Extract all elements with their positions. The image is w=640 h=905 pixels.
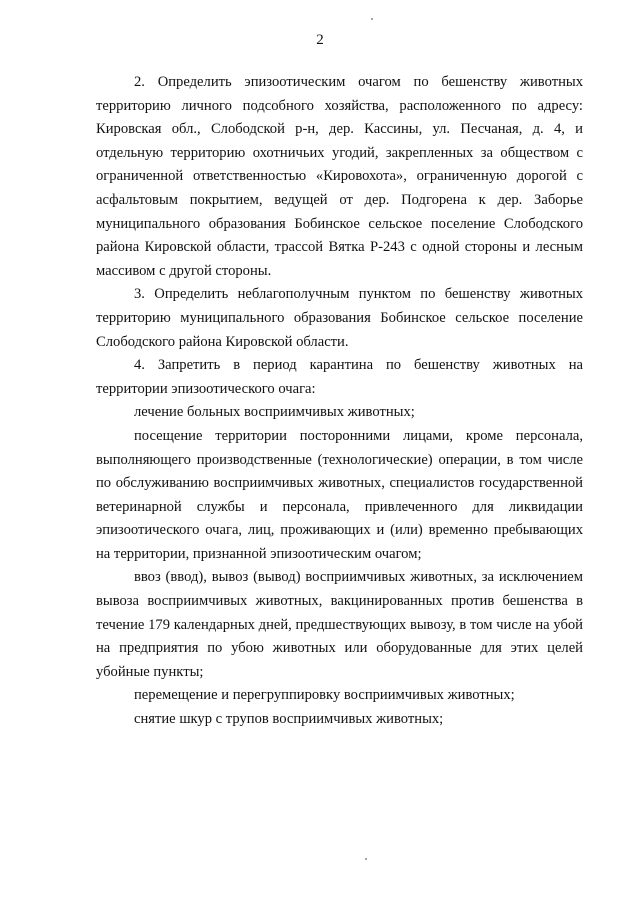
document-body — [96, 71, 583, 732]
page-number: 2 — [316, 32, 324, 48]
list-item-treatment: лечение больных восприимчивых животных; — [134, 404, 415, 421]
scan-speck — [371, 18, 373, 20]
list-item-skinning: снятие шкур с трупов восприимчивых животных; — [134, 711, 444, 728]
paragraph-item-2: 2. Определить эпизоотическим очагом по бешенству животных территорию личного подсобного хозяйства, расположенного по адресу: Кировская обл., Слободской р-н, дер. Кассины, ул. Песчаная, д. 4, и отдельную территорию охотничьих угодий, закрепленных за обществом с ограниченной ответственностью «Кировохота», ограниченную дорогой с асфальтовым покрытием, ведущей от дер. Подгорена к дер. Заборье муниципального образования Бобинское сельское поселение Слободского района Кировской области, трассой Вятка Р-243 с одной стороны и лесным массивом с другой стороны. — [96, 74, 583, 279]
list-item-visiting: посещение территории посторонними лицами, кроме персонала, выполняющего производственные (технологические) операции, в том числе по обслуживанию восприимчивых животных, специалистов государственной ветеринарной службы и персонала, привлеченного для ликвидации эпизоотического очага, лиц, проживающих и (или) временно пребывающих на территории, признанной эпизоотическим очагом; — [96, 427, 583, 562]
list-item-regrouping: перемещение и перегруппировку восприимчивых животных; — [134, 687, 515, 704]
scan-speck — [365, 858, 367, 860]
paragraph-item-4: 4. Запретить в период карантина по бешенству животных на территории эпизоотического очага: — [96, 357, 583, 397]
list-item-import-export: ввоз (ввод), вывоз (вывод) восприимчивых животных, за исключением вывоза восприимчивых животных, вакцинированных против бешенства в течение 179 календарных дней, предшествующих вывозу, в том числе на убой на предприятия по убою животных или оборудованные для этих целей убойные пункты; — [96, 569, 583, 680]
paragraph-item-3: 3. Определить неблагополучным пунктом по бешенству животных территорию муниципального образования Бобинское сельское поселение Слободского района Кировской области. — [96, 286, 583, 350]
